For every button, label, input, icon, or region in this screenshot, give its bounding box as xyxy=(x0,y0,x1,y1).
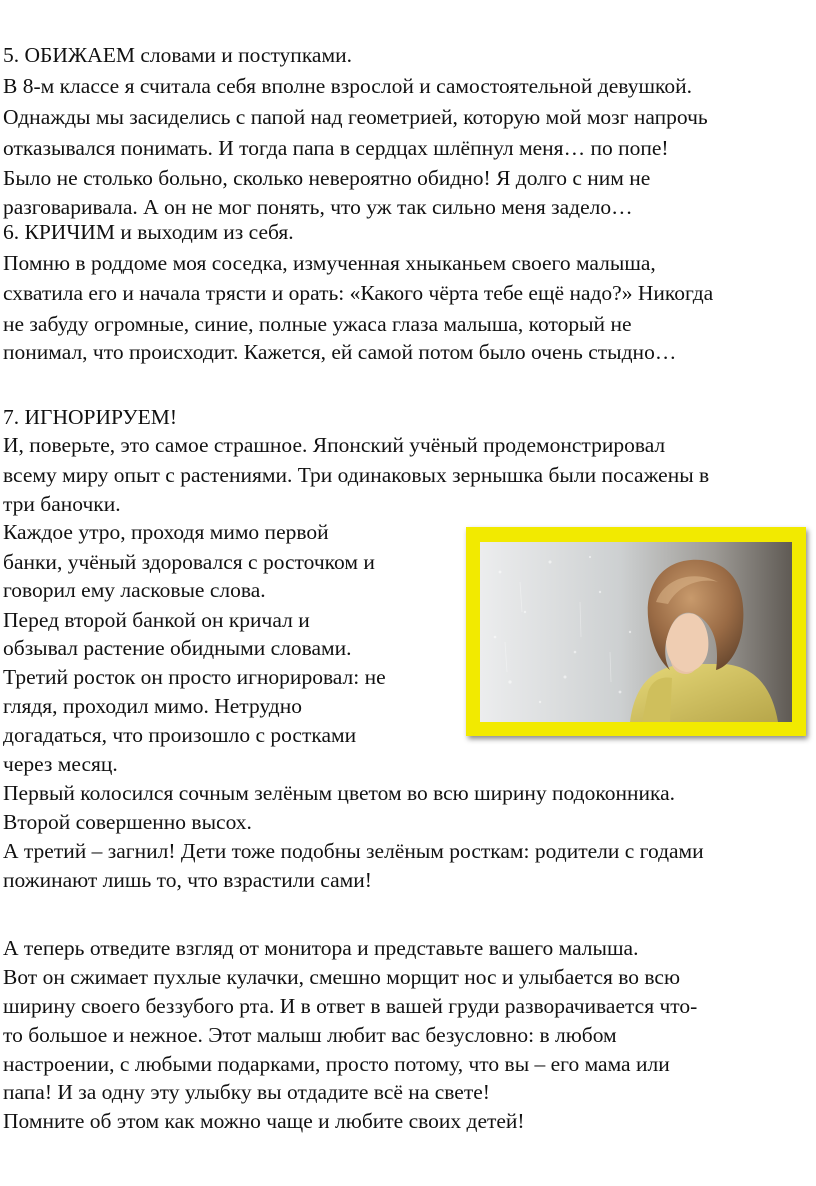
heading-5: 5. ОБИЖАЕМ словами и поступками. xyxy=(3,43,352,67)
text-line: Первый колосился сочным зелёным цветом во всю ширину подоконника. xyxy=(3,781,676,805)
text-line: пожинают лишь то, что взрастили сами! xyxy=(3,868,372,892)
text-line: Было не столько больно, сколько невероятно обидно! Я долго с ним не xyxy=(3,166,651,190)
text-line: говорил ему ласковые слова. xyxy=(3,578,266,602)
text-line: разговаривала. А он не мог понять, что уж так сильно меня задело… xyxy=(3,195,633,219)
text-line: В 8-м классе я считала себя вполне взрослой и самостоятельной девушкой. xyxy=(3,74,692,98)
heading-6: 6. КРИЧИМ и выходим из себя. xyxy=(3,220,294,244)
text-line: Помню в роддоме моя соседка, измученная хныканьем своего малыша, xyxy=(3,251,656,275)
heading-7: 7. ИГНОРИРУЕМ! xyxy=(3,405,178,429)
text-line: ширину своего беззубого рта. И в ответ в вашей груди разворачивается что- xyxy=(3,994,698,1018)
text-line: Третий росток он просто игнорировал: не xyxy=(3,665,386,689)
text-line: обзывал растение обидными словами. xyxy=(3,636,352,660)
text-line: Второй совершенно высох. xyxy=(3,810,252,834)
photo-frame xyxy=(466,527,806,736)
text-line: схватила его и начала трясти и орать: «Какого чёрта тебе ещё надо?» Никогда xyxy=(3,281,714,305)
text-line: отказывался понимать. И тогда папа в сердцах шлёпнул меня… по попе! xyxy=(3,136,669,160)
text-line: через месяц. xyxy=(3,752,118,776)
text-line: не забуду огромные, синие, полные ужаса глаза малыша, который не xyxy=(3,312,632,336)
text-line: А теперь отведите взгляд от монитора и представьте вашего малыша. xyxy=(3,936,639,960)
text-line: Каждое утро, проходя мимо первой xyxy=(3,520,329,544)
text-line: то большое и нежное. Этот малыш любит вас безусловно: в любом xyxy=(3,1023,617,1047)
text-line: А третий – загнил! Дети тоже подобны зелёным росткам: родители с годами xyxy=(3,839,704,863)
text-line: папа! И за одну эту улыбку вы отдадите всё на свете! xyxy=(3,1080,490,1104)
text-line: настроении, с любыми подарками, просто потому, что вы – его мама или xyxy=(3,1052,670,1076)
text-line: глядя, проходил мимо. Нетрудно xyxy=(3,694,303,718)
text-line: И, поверьте, это самое страшное. Японский учёный продемонстрировал xyxy=(3,433,666,457)
text-line: догадаться, что произошло с ростками xyxy=(3,723,357,747)
text-line: Помните об этом как можно чаще и любите своих детей! xyxy=(3,1109,525,1133)
girl-at-window-photo xyxy=(480,542,792,722)
text-line: Перед второй банкой он кричал и xyxy=(3,608,310,632)
text-line: Вот он сжимает пухлые кулачки, смешно морщит нос и улыбается во всю xyxy=(3,965,681,989)
text-line: всему миру опыт с растениями. Три одинаковых зернышка были посажены в xyxy=(3,463,710,487)
text-line: понимал, что происходит. Кажется, ей самой потом было очень стыдно… xyxy=(3,340,677,364)
text-line: три баночки. xyxy=(3,492,121,516)
text-line: банки, учёный здоровался с росточком и xyxy=(3,550,375,574)
text-line: Однажды мы засиделись с папой над геометрией, которую мой мозг напрочь xyxy=(3,105,708,129)
